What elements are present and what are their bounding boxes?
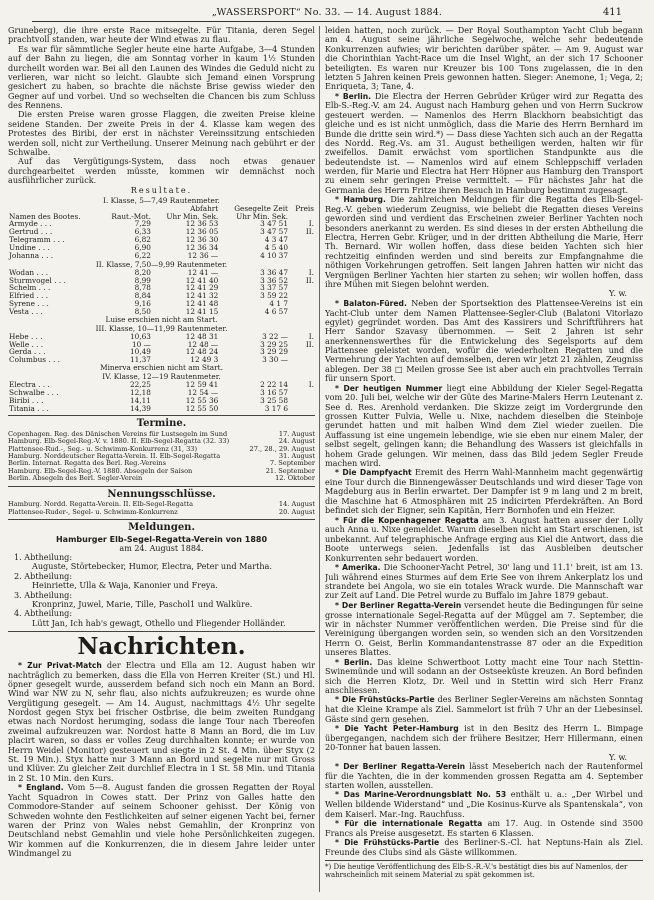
result-cell bbox=[289, 389, 315, 397]
result-cell: 10,63 bbox=[130, 331, 151, 341]
news-text: des Berliner-S.-Cl. hat Neptuns-Hain als Ziel. Freunde des Clubs sind als Gäste willkommen. bbox=[325, 837, 643, 857]
result-cell: 11,37 bbox=[130, 355, 151, 365]
event-name: Berlin. Absegeln des Berl. Segler-Verein bbox=[8, 474, 143, 483]
news-item bbox=[325, 819, 643, 838]
news-item bbox=[325, 516, 643, 563]
result-cell: II. bbox=[305, 227, 314, 237]
result-cell: 12 36 34 bbox=[185, 243, 219, 252]
abteilung-label: 4. Abtheilung: bbox=[14, 608, 73, 619]
result-cell: 3 22 — bbox=[262, 331, 288, 341]
news-keyword: * Die Dampfyacht bbox=[335, 468, 412, 478]
page-header bbox=[32, 7, 622, 22]
news-keyword: * Die Frühstücks-Partie bbox=[335, 838, 440, 848]
result-cell: 8,99 bbox=[134, 275, 151, 285]
result-cell: 22,25 bbox=[130, 379, 151, 389]
abteilung-label: 3. Abtheilung: bbox=[14, 589, 73, 600]
news-text: lässt Meseberich nach der Rautenformel für die Yachten, die in der kommenden grossen Regatta am 4. September starten wollen, ausstellen. bbox=[325, 760, 643, 791]
class-label: I. Klasse, 5—7,49 Rautenmeter. bbox=[103, 195, 220, 205]
result-cell bbox=[289, 292, 315, 300]
event-date: 27., 28., 29. August bbox=[249, 444, 315, 453]
event-date: 17. August bbox=[278, 429, 315, 438]
news-keyword: * Der Berliner Regatta-Verein bbox=[335, 600, 462, 610]
results-header-cell: Gesegelte Zeit bbox=[234, 203, 288, 213]
news-keyword: * Balaton-Füred. bbox=[335, 298, 407, 308]
paragraph: Die ersten Preise waren grosse Flaggen, die zweiten Preise kleine seidene Standen. Der zweite Preis in der 4. Klasse kam wegen des Protestes des Biribi, der erst in nächster Vereinssitzung entschieden werden soll, nicht zur Vertheilung. Unserer Meinung nach gebührt er der Schwalbe. bbox=[8, 109, 315, 157]
result-cell: 7,29 bbox=[134, 219, 151, 229]
boat-name: Wodan . . . bbox=[9, 267, 49, 277]
event-name: Hamburg. Nordd. Regatta-Verein. II. Elb-Segel-Regatta bbox=[8, 500, 194, 509]
news-text: versendet heute die Bedingungen für seine grosse internationale Segel-Regatta auf der Müggel am 7. September, die wir in nächster Nummer veröffentlichen werden. Die Preise sind für die Vereinigung übergangen worden sein, so wenden sich an den Vorsitzenden Herrn O. Geist, Berlin Kommandantenstrasse 87 oder an die Expedition unseres Blattes. bbox=[325, 599, 643, 658]
result-cell: 12 49 3 bbox=[190, 355, 219, 365]
result-cell: 4 5 40 bbox=[264, 243, 288, 252]
event-name: Hamburg. Elb-Segel-Reg.-V. v. 1880. II. Elb-Segel-Regatta (32. 33) bbox=[8, 437, 230, 446]
event-name: Hamburg. Norddeutscher Regatta-Verein. II. Elb-Segel-Regatta bbox=[8, 452, 221, 461]
result-cell: 8,20 bbox=[134, 267, 151, 277]
results-header-cell: Abfahrt bbox=[190, 203, 219, 213]
nennungen-list bbox=[8, 501, 315, 516]
boat-name: Electra . . . bbox=[9, 379, 50, 389]
news-item bbox=[325, 468, 643, 515]
result-cell: 3 36 47 bbox=[260, 267, 288, 277]
list-item bbox=[8, 475, 315, 482]
news-keyword: * Zur Privat-Match bbox=[18, 660, 102, 670]
news-item bbox=[325, 838, 643, 857]
news-text: Die Schooner-Yacht Petrel, 30' lang und 11.1' breit, ist am 13. Juli während eines Sturmes auf dem Erie See von ihrem Ankerplatz los und strandete bei Angola, wo sie ein totales Wrack wurde. Die Mannschaft war zur Zeit auf Land. Die Petrel wurde zu Buffalo im Jahre 1879 gebaut. bbox=[325, 561, 643, 601]
event-date: 21. September bbox=[265, 466, 315, 475]
result-cell: 12 55 36 bbox=[185, 395, 219, 405]
result-cell: II. bbox=[305, 339, 314, 349]
divider bbox=[8, 519, 315, 520]
boat-name: Armyde . . . bbox=[9, 219, 52, 229]
page-number: 411 bbox=[602, 7, 622, 18]
news-item bbox=[325, 384, 643, 469]
result-cell: 12 59 41 bbox=[185, 379, 219, 389]
news-text: enthält u. a.: „Der Wirbel und Wellen bildende Widerstand“ und „Die Kosinus-Kurve als Spantenskala“, von dem Kaiserl. Mar.-Ing. Rauchfuss. bbox=[325, 789, 643, 819]
footnote: *) Die heutige Veröffentlichung des Elb-S.-R.-V.'s bestätigt dies bis auf Namenlos, der wahrscheinlich mit seinem Material zu spät gekommen ist. bbox=[325, 860, 643, 879]
news-keyword: * Der heutigen Nummer bbox=[335, 383, 443, 393]
results-heading: Resultate. bbox=[130, 185, 193, 196]
news-keyword: * Die Frühstücks-Partie bbox=[335, 695, 435, 705]
result-cell: 8,50 bbox=[134, 307, 151, 316]
news-keyword: * Berlin. bbox=[335, 657, 373, 667]
news-item bbox=[325, 695, 643, 724]
result-cell bbox=[289, 405, 315, 413]
result-cell: 12 36 05 bbox=[185, 227, 219, 237]
abteilung-boats: Auguste, Störtebecker, Humor, Electra, Peter und Martha. bbox=[32, 561, 272, 572]
result-cell bbox=[289, 397, 315, 405]
result-cell: 12 48 — bbox=[187, 339, 219, 349]
boat-name: Columbus . . . bbox=[9, 355, 60, 365]
abteilungen-list bbox=[8, 553, 315, 628]
result-cell: 12 41 29 bbox=[185, 283, 219, 293]
event-date: 31. August bbox=[278, 452, 315, 461]
boat-name: Schwalbe . . . bbox=[9, 387, 59, 397]
boat-name: Syrene . . . bbox=[9, 299, 49, 309]
news-text: liegt eine Abbildung der Kieler Segel-Regatta vom 20. Juli bei, welche wir der Güte des Marine-Malers Herrn Leutenant z. See d. Res. Arenhold verdanken. Die Skizze zeigt im Vordergrunde den grossen Kutter Fulvia, Welle u. Nixe, nachdem dieselben die Steinboje gerundet hatten und mit halben Wind dem Ziel wieder zueilen. Die Auffassung ist eine ungemein lebendige, wie sie eben nur einem Maler, der selbst segelt, gelingen kann; die Behandlung des Wassers ist gleichfalls in hohem Grade gelungen. Wir meinen, dass das Bild jedem Segler Freude machen wird. bbox=[325, 382, 643, 468]
result-cell: 3 25 58 bbox=[260, 395, 288, 405]
result-cell: 8,84 bbox=[134, 291, 151, 301]
result-cell: 14,39 bbox=[130, 403, 151, 413]
results-header-cell: Uhr Min. Sek. bbox=[166, 211, 219, 221]
paragraph: Es war für sämmtliche Segler heute eine harte Aufgabe, 3—4 Stunden auf der Bahn zu liegen, die am Sonntag vorher in kaum 1½ Stunden durcheilt worden war. Bei all den Launen des Windes die Geduld nicht zu verlieren, war nicht so leicht. Glaubte sich Jemand einen Vorsprung gesichert zu haben, so brachte die nächste Brise gewiss wieder den Gegner auf und vorbei. Und so wechselten die Chancen bis zum Schluss des Rennens. bbox=[8, 43, 315, 110]
abteilung-label: 2. Abtheilung: bbox=[14, 570, 73, 581]
news-keyword: * England. bbox=[18, 783, 64, 793]
result-cell: 6,82 bbox=[134, 235, 151, 245]
news-keyword: * Hamburg. bbox=[335, 195, 386, 205]
event-date: 12. Oktober bbox=[275, 474, 315, 483]
divider bbox=[8, 631, 315, 632]
result-cell: 12 41 48 bbox=[185, 299, 219, 309]
result-cell: 14,11 bbox=[130, 395, 151, 405]
news-item bbox=[8, 661, 315, 783]
result-cell: 4 10 37 bbox=[260, 250, 288, 260]
result-cell: 12 54 — bbox=[187, 387, 219, 397]
result-cell: 6,90 bbox=[134, 243, 151, 252]
result-cell bbox=[289, 284, 315, 292]
result-cell: 6,33 bbox=[134, 227, 151, 237]
boat-name: Schelm . . . bbox=[9, 283, 51, 293]
news-keyword: * Für die Kopenhagener Regatta bbox=[335, 515, 479, 525]
news-text: des Berliner Segler-Vereins am nächsten Sonntag hat die Kleine Krampe als Ziel. Sammelort ist früh 7 Uhr an der Liebesinsel. Gäste sind gern gesehen. bbox=[325, 694, 643, 724]
paragraph: leiden hatten, noch zurück. — Der Royal Southampton Yacht Club begann am 4. August seine jährliche Segelwoche, welche sehr bedeutende Konkurrenzen aufwies; wir berichten darüber später. — Am 9. August war die Chorinthian Yacht-Race um die Insel Wight, an der sich 17 Schooner beteiligten. Es waren nur Kreuzer bis 100 Tons zugelassen, die in den letzten 5 Jahren keinen Preis gewonnen hatten. Sieger: Anemone, 1; Vega, 2; Enriqueta, 3; Tane, 4. bbox=[325, 26, 643, 92]
meldungen-club: Hamburger Elb-Segel-Regatta-Verein von 1880 bbox=[55, 534, 268, 544]
result-cell: 12 55 50 bbox=[185, 403, 219, 413]
abteilung-boats: Kronprinz, Juwel, Marie, Tille, Paschol1 und Walküre. bbox=[32, 598, 253, 609]
news-keyword: * Die Yacht Peter-Hamburg bbox=[335, 723, 459, 733]
list-item bbox=[8, 509, 315, 516]
result-cell: 3 30 — bbox=[262, 355, 288, 365]
boat-name: Johanna . . . bbox=[9, 250, 54, 260]
result-cell: 3 47 51 bbox=[260, 219, 288, 229]
result-cell: I. bbox=[308, 219, 314, 229]
event-name: Berlin. Internat. Regatta des Berl. Reg.-Vereins bbox=[8, 459, 167, 468]
boat-name: Gerda . . . bbox=[9, 347, 46, 357]
result-cell: 3 29 25 bbox=[260, 339, 288, 349]
result-cell: 10 — bbox=[131, 339, 151, 349]
news-text: Die Electra der Herren Gebrüder Krüger wird zur Regatta des Elb-S.-Reg.-V. am 24. August nach Hamburg gehen und von Herrn Suckrow gesteuert werden. — Namenlos des Herrn Blackhorn beabsichtigt das gleiche und es ist nicht unmöglich, dass die Marie des Herrn Bernhard im Bunde die dritte sein wird.*) — Dass diese Yachten sich auch an der Regatta des Nordd. Reg.-Vs. am 31. August betheiligen werden, halten wir für zweifellos. Damit erwächst vom sportlichen Standpunkte aus die bedeutendste ist. — Namenlos wird auf einem Schleppschiff verladen werden, für Marie und Electra hat Herr Höpner aus Hamburg den Transport zu einem sehr geringen Preise vermittelt. — Für nächstes Jahr hat die Germania des Herrn Fritze ihren Besuch in Hamburg bestimmt zugesagt. bbox=[325, 90, 643, 195]
result-cell: 9,16 bbox=[134, 299, 151, 309]
boat-name: Welle . . . bbox=[9, 339, 44, 349]
news-keyword: * Für die internationale Regatta bbox=[335, 818, 483, 828]
results-header-cell: Preis bbox=[295, 203, 314, 213]
nachrichten-heading: Nachrichten. bbox=[77, 633, 246, 661]
abteilung-label: 1. Abtheilung: bbox=[14, 552, 73, 563]
news-keyword: * Amerika. bbox=[335, 562, 381, 572]
result-cell: 12 41 — bbox=[187, 267, 219, 277]
news-text: Das kleine Schwertboot Lotty macht eine Tour nach Stettin-Swinemünde und will sodann an der Ostseeküste kreuzen. An Bord befinden sich die Herren Klotz, Dr. Weil und in Stettin wird sich Herr Franz anschliessen. bbox=[325, 656, 643, 696]
news-text: Eremit des Herrn Wahl-Mannheim macht gegenwärtig eine Tour durch die Binnengewässer Deutschlands und wird dieser Tage von Magdeburg aus in Berlin erwartet. Der Dampfer ist 9 m lang und 2 m breit, die Maschine hat 6 Atmosphären mit 25 indicirten Pferdekräften. An Bord befindet sich der Eigner, sein Kapitän, Herr Bornhofen und ein Heizer. bbox=[325, 467, 643, 516]
right-column bbox=[325, 26, 643, 892]
news-item bbox=[325, 563, 643, 601]
abteilung-boats: Lütt Jan, Ich hab's gewagt, Othello und Fliegender Holländer. bbox=[32, 617, 286, 628]
result-cell: 12 36 — bbox=[187, 250, 219, 260]
divider bbox=[8, 415, 315, 416]
event-name: Hamburg. Elb-Segel-Reg.-V. 1880. Absegeln der Saison bbox=[8, 466, 193, 475]
news-keyword: * Das Marine-Verordnungsblatt No. 53 bbox=[335, 790, 507, 800]
result-cell: 8,78 bbox=[134, 283, 151, 293]
news-item bbox=[325, 790, 643, 819]
result-cell: 10,49 bbox=[130, 347, 151, 357]
result-cell: 3 17 6 bbox=[264, 403, 288, 413]
result-cell bbox=[289, 356, 315, 364]
result-cell bbox=[289, 300, 315, 308]
results-header-cell: Namen des Bootes. bbox=[9, 211, 81, 221]
result-cell: 4 1 7 bbox=[269, 299, 288, 309]
news-text: Vom 5—8. August fanden die grossen Regatten der Royal Yacht Squadron in Cowes statt. Der Prinz von Galles hatte den Commodore-Stander auf seinem Schooner gehisst. Der König von Schweden wohnte den Festlichkeiten auf seiner eigenen Yacht bei, ferner waren der Prinz von Wales nebst Gemahlin, der Kronprinz von Deutschland nebst Gemahlin und viele hohe Persönlichkeiten zugegen. Wir kommen auf die Konkurrenzen, die in diesem Jahre leider unter Windmangel zu bbox=[8, 782, 315, 859]
result-cell: 3 59 22 bbox=[260, 291, 288, 301]
result-cell bbox=[289, 236, 315, 244]
result-cell: 6,22 bbox=[134, 250, 151, 260]
table-row bbox=[8, 252, 315, 260]
news-keyword: * Der Berliner Regatta-Verein bbox=[335, 761, 466, 771]
note-row bbox=[8, 316, 315, 324]
boat-name: Elfried . . . bbox=[9, 291, 49, 301]
class-label: III. Klasse, 10—11,99 Rautenmeter. bbox=[95, 323, 228, 333]
nennungen-heading: Nennungsschlüsse. bbox=[107, 488, 216, 500]
result-cell: 12 36 30 bbox=[185, 235, 219, 245]
boat-name: Biribi . . . bbox=[9, 395, 44, 405]
results-table bbox=[8, 196, 315, 413]
news-item bbox=[325, 724, 643, 753]
start-note: Minerva erschien nicht am Start. bbox=[100, 363, 223, 373]
results-header-cell: Uhr Min. Sek. bbox=[236, 211, 288, 221]
termine-list bbox=[8, 431, 315, 483]
results-header-cell: Raut.-Mot. bbox=[111, 211, 151, 221]
start-note: Luise erschien nicht am Start. bbox=[105, 314, 218, 324]
left-column bbox=[8, 26, 315, 892]
result-cell: I. bbox=[308, 331, 314, 341]
boat-name: Hebe . . . bbox=[9, 331, 43, 341]
meldungen-date: am 24. August 1884. bbox=[119, 543, 204, 553]
result-cell: 4 6 57 bbox=[264, 307, 288, 316]
news-keyword: * Berlin. bbox=[335, 91, 372, 101]
note-row bbox=[8, 364, 315, 372]
news-item bbox=[325, 195, 643, 289]
result-cell: 3 47 57 bbox=[260, 227, 288, 237]
result-cell: 3 37 57 bbox=[260, 283, 288, 293]
paragraph: Gruneberg), die ihre erste Race mitsegelte. Für Titania, deren Segel prachtvoll standen, war heute der Wind etwas zu flau. bbox=[8, 26, 315, 45]
event-name: Plattensee-Rud.-, Seg.- u. Schwimm-Konkurrenz (31, 33) bbox=[8, 444, 198, 453]
signature: Y. w. bbox=[609, 288, 627, 299]
class-label: IV. Klasse, 12—19 Rautenmeter. bbox=[102, 372, 221, 381]
event-name: Copenhagen. Reg. des Dänischen Vereins für Lustsegeln im Sund bbox=[8, 429, 228, 438]
divider bbox=[8, 486, 315, 487]
boat-name: Gertrud . . . bbox=[9, 227, 53, 237]
result-cell: 2 22 14 bbox=[260, 379, 288, 389]
event-date: 7. September bbox=[269, 459, 315, 468]
result-cell: 3 16 57 bbox=[260, 387, 288, 397]
result-cell: 12 41 40 bbox=[185, 275, 219, 285]
news-text: Die zahlreichen Meldungen für die Regatta des Elb-Segel-Reg.-V. geben wiederum Zeugniss, wie beliebt die Regatten dieses Vereins geworden sind und verdient das Erscheinen zweier Berliner Yachten noch besonders anerkannt zu werden. Es sind dieses in der ersten Abtheilung die Electra, Herren Gebr. Krüger, und in der dritten Abtheilung die Marie, Herr Th. Bernard. Wir wollen hoffen, dass diese beiden Yachten sich hier rechtzeitig einfinden werden und sind bereits zur Empfangnahme die nöthigen Vorkehrungen getroffen. Seit langen Jahren hatten wir nicht das Vergnügen Berliner Yachten hier starten zu sehen; wir wollen hoffen, dass ihre Mühen mit Siegen belohnt werden. bbox=[325, 194, 643, 289]
news-item bbox=[325, 299, 643, 384]
result-cell bbox=[289, 252, 315, 260]
boat-name: Titania . . . bbox=[9, 403, 49, 413]
boat-name: Sturmvogel . . . bbox=[9, 275, 66, 285]
news-text: am 17. Aug. in Ostende sind 3500 Francs als Preise ausgesetzt. Es starten 6 Klassen. bbox=[325, 817, 643, 838]
running-title: „WASSERSPORT“ No. 33. — 14. August 1884. bbox=[211, 7, 443, 18]
news-item bbox=[325, 601, 643, 658]
signature: Y. w. bbox=[609, 751, 627, 762]
class-label: II. Klasse, 7,50—9,99 Rautenmeter. bbox=[95, 259, 228, 269]
result-cell: 3 36 52 bbox=[260, 275, 288, 285]
news-text: der Electra und Ella am 12. August haben wir nachträglich zu bemerken, dass die Ella von Herren Kreiter (St.) und Hl. öpner gesegelt wurde, ausserdem befand sich noch ein Mann an Bord. Wind war NW zu N, sehr flau, also nichts aufzukreuzen; es wurde ohne Vergütigung gesegelt. — Am 14. August, nachmittags 4½ Uhr segelte Nordost gegen Styx bei frischer Ostbrise, die beim zweiten Rundgang etwas nach Nordost herumging, sodass die lange Tour nach Tbereofen zweimal aufzukreuzen war. Nordost hatte 8 Mann an Bord, die im Luv placirt waren, so dass er volles Zeug durchhalten konnte; er wurde von Herrn Weidel (Monitor) gesteuert und siegte in 2 St. 4 Min. über Styx (2 St. 19 Min.). Styx hatte nur 3 Mann an Bord und segelte nur mit Gross und Klüver. Zu gleicher Zeit durchlief Electra in 1 St. 58 Min. und Titania in 2 St. 10 Min. den Kurs. bbox=[8, 659, 315, 783]
result-cell bbox=[289, 308, 315, 316]
news-item bbox=[325, 762, 643, 791]
news-item bbox=[8, 783, 315, 858]
meldungen-heading: Meldungen. bbox=[128, 521, 195, 533]
result-cell: 12 48 24 bbox=[185, 347, 219, 357]
boat-name: Vesta . . . bbox=[9, 307, 43, 316]
result-cell: 12 48 31 bbox=[185, 331, 219, 341]
paragraph: Auf das Vergütigungs-System, dass noch etwas genauer durchgearbeitet werden müsste, kommen wir demnächst noch ausführlicher zurück. bbox=[8, 156, 315, 185]
result-cell: 12,18 bbox=[130, 387, 151, 397]
column-rule bbox=[319, 26, 320, 892]
abteilung-boats: Heinriette, Ulla & Waja, Kanonier und Freya. bbox=[32, 580, 218, 591]
news-item bbox=[325, 92, 643, 196]
event-date: 14. August bbox=[278, 500, 315, 509]
result-cell bbox=[289, 244, 315, 252]
event-name: Plattensee-Ruder-, Segel- u. Schwimm-Konkurrenz bbox=[8, 507, 178, 516]
news-item bbox=[325, 658, 643, 696]
news-text: am 3. August hatten ausser der Lolly auch Anna u. Nixe gemeldet. Warum dieselben nicht am Start erschienen, ist unbekannt. Auf telegraphische Anfrage erging aus Kiel die Antwort, dass die Boote unterwegs seien. Jedenfalls ist das Ausbleiben deutscher Konkurrenten sehr bedauert worden. bbox=[325, 514, 643, 563]
result-cell: 4 3 47 bbox=[264, 235, 288, 245]
boat-name: Undine . . . bbox=[9, 243, 50, 252]
result-cell: 12 41 32 bbox=[185, 291, 219, 301]
news-text: ist in den Besitz des Herrn L. Bimpage übergegangen, nachdem sich der frühere Besitzer, Herr Hillermann, einen 20-Tonner hat bauen lassen. bbox=[325, 722, 643, 753]
table-row bbox=[8, 405, 315, 413]
result-cell: I. bbox=[308, 267, 314, 277]
boat-name: Telegramm . . . bbox=[9, 235, 65, 245]
result-cell: 12 41 15 bbox=[185, 307, 219, 316]
result-cell: 3 29 29 bbox=[260, 347, 288, 357]
result-cell: II. bbox=[305, 275, 314, 285]
termine-heading: Termine. bbox=[136, 418, 187, 430]
news-text: Neben der Sportsektion des Plattensee-Vereins ist ein Yacht-Club unter dem Namen Plattensee-Segler-Club (Balatoni Vitorlazo egylet) gegründet worden. Das Amt des Kassirers und Schriftführers hat Herr Sandor Szavasy übernommen. — Seit 2 Jahren ist sehr anerkennenswerthes für die Entwickelung des Segelsports auf dem Plattensee geleistet worden, wofür die wiederholten Regatten und die Vermehrung der Yachten auf demselben, deren wir jetzt 21 zählen, Zeugniss ablegen. Der 38 □ Meilen grosse See ist aber auch ein prachtvolles Terrain für unsern Sport. bbox=[325, 297, 643, 384]
result-cell: 12 36 53 bbox=[185, 219, 219, 229]
event-date: 24. August bbox=[278, 437, 315, 446]
event-date: 20. August bbox=[278, 507, 315, 516]
result-cell: I. bbox=[308, 379, 314, 389]
result-cell bbox=[289, 348, 315, 356]
